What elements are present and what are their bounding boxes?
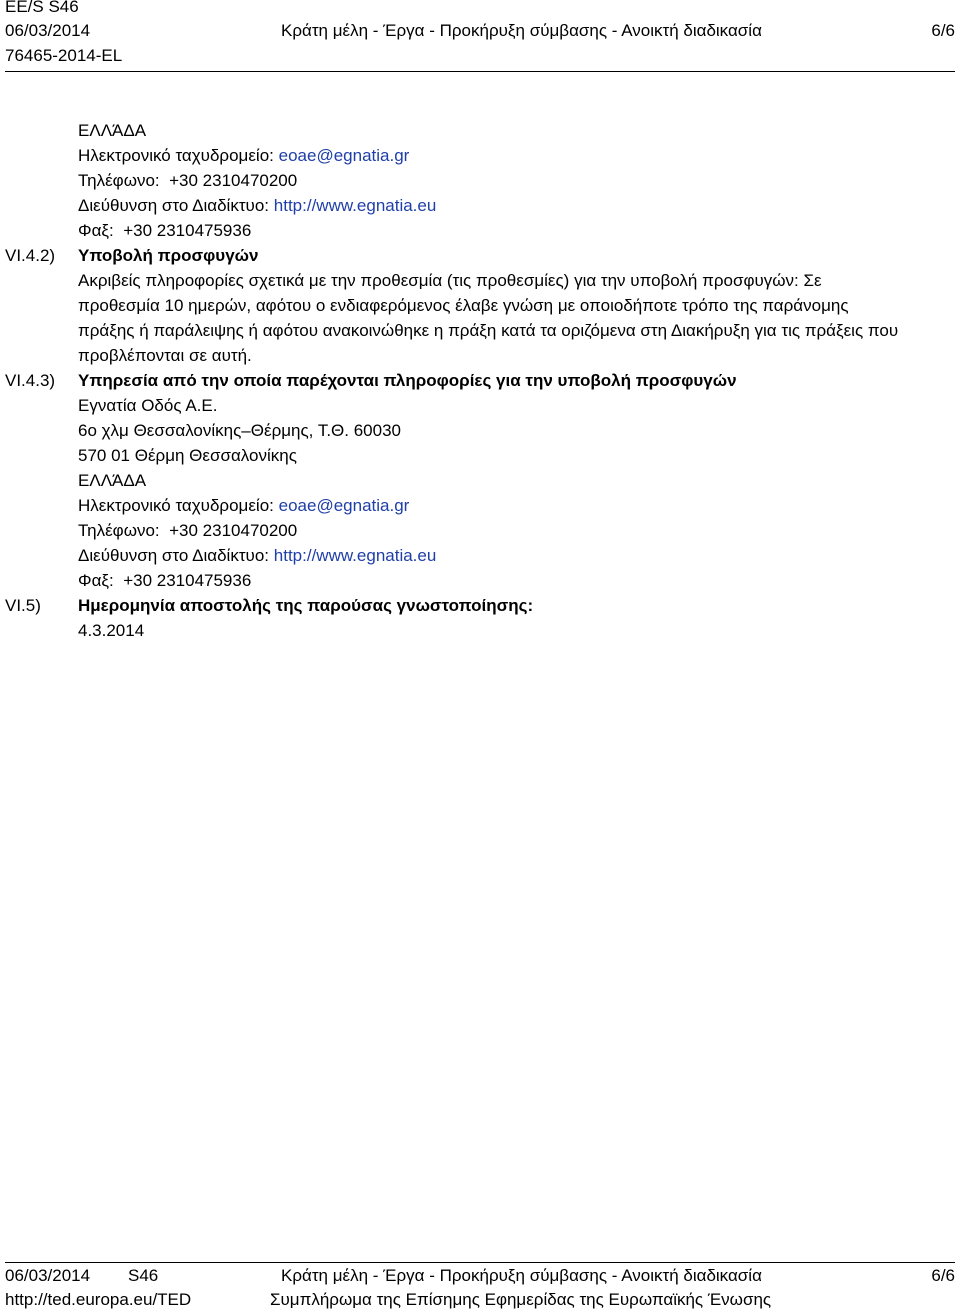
phone-value: +30 2310470200 (169, 171, 298, 190)
country: ΕΛΛΆΔΑ (78, 471, 147, 490)
notice-id: 76465-2014-EL (5, 46, 123, 65)
email-label: Ηλεκτρονικό ταχυδρομείο: (78, 496, 274, 515)
fax-value: +30 2310475936 (123, 571, 252, 590)
email-label: Ηλεκτρονικό ταχυδρομείο: (78, 146, 274, 165)
top-contact-block (5, 118, 950, 243)
fax-label: Φαξ: (78, 221, 114, 240)
header-page: 6/6 (931, 21, 955, 40)
main-content (5, 118, 950, 643)
country: ΕΛΛΆΔΑ (78, 121, 147, 140)
footer-rule (5, 1262, 955, 1263)
phone-row (78, 168, 950, 193)
section-vi-4-3 (5, 368, 950, 593)
footer-subtitle: Συμπλήρωμα της Επίσημης Εφημερίδας της Ευρωπαϊκής Ένωσης (270, 1290, 772, 1309)
header-title: Κράτη μέλη - Έργα - Προκήρυξη σύμβασης - Ανοικτή διαδικασία (281, 21, 762, 40)
section-heading: Υποβολή προσφυγών (78, 246, 259, 265)
web-row (78, 193, 950, 218)
phone-label: Τηλέφωνο: (78, 521, 160, 540)
footer-date: 06/03/2014 (5, 1266, 91, 1285)
paragraph-line: προθεσμία 10 ημερών, αφότου ο ενδιαφερόμενος έλαβε γνώση με οποιοδήποτε τρόπο της παράνομης (78, 296, 849, 315)
paragraph-line: πράξης ή παράλειψης ή αφότου ανακοινώθηκε η πράξη κατά τα οριζόμενα στη Διακήρυξη για τις πράξεις που (78, 321, 899, 340)
section-heading: Υπηρεσία από την οποία παρέχονται πληροφορίες για την υποβολή προσφυγών (78, 371, 737, 390)
web-label: Διεύθυνση στο Διαδίκτυο: (78, 196, 270, 215)
footer-title: Κράτη μέλη - Έργα - Προκήρυξη σύμβασης - Ανοικτή διαδικασία (281, 1266, 762, 1285)
city: 570 01 Θέρμη Θεσσαλονίκης (78, 446, 297, 465)
fax-value: +30 2310475936 (123, 221, 252, 240)
footer-page: 6/6 (931, 1266, 955, 1285)
fax-row (78, 568, 950, 593)
doc-ref: EE/S S46 (5, 0, 79, 16)
phone-row (78, 518, 950, 543)
header-date: 06/03/2014 (5, 21, 91, 40)
header-rule (5, 71, 955, 72)
web-label: Διεύθυνση στο Διαδίκτυο: (78, 546, 270, 565)
section-vi-4-2 (5, 243, 950, 368)
paragraph-line: προβλέπονται σε αυτή. (78, 346, 252, 365)
fax-label: Φαξ: (78, 571, 114, 590)
paragraph-line: Ακριβείς πληροφορίες σχετικά με την προθεσμία (τις προθεσμίες) για την υποβολή προσφυγών: Σε (78, 271, 822, 290)
email-row (78, 493, 950, 518)
email-link[interactable]: eoae@egnatia.gr (278, 146, 410, 165)
section-number: VI.5) (5, 596, 41, 615)
section-vi-5 (5, 593, 950, 643)
email-link[interactable]: eoae@egnatia.gr (278, 496, 410, 515)
web-link[interactable]: http://www.egnatia.eu (273, 196, 437, 215)
phone-label: Τηλέφωνο: (78, 171, 160, 190)
dispatch-date: 4.3.2014 (78, 621, 145, 640)
email-row (78, 143, 950, 168)
footer-issue: S46 (128, 1266, 159, 1285)
section-number: VI.4.3) (5, 371, 56, 390)
street-address: 6ο χλμ Θεσσαλονίκης–Θέρμης, Τ.Θ. 60030 (78, 421, 401, 440)
fax-row (78, 218, 950, 243)
section-heading: Ημερομηνία αποστολής της παρούσας γνωστοποίησης: (78, 596, 534, 615)
section-number: VI.4.2) (5, 246, 56, 265)
web-link[interactable]: http://www.egnatia.eu (273, 546, 437, 565)
phone-value: +30 2310470200 (169, 521, 298, 540)
organisation-name: Εγνατία Οδός Α.Ε. (78, 396, 218, 415)
footer-url: http://ted.europa.eu/TED (5, 1290, 192, 1309)
web-row (78, 543, 950, 568)
